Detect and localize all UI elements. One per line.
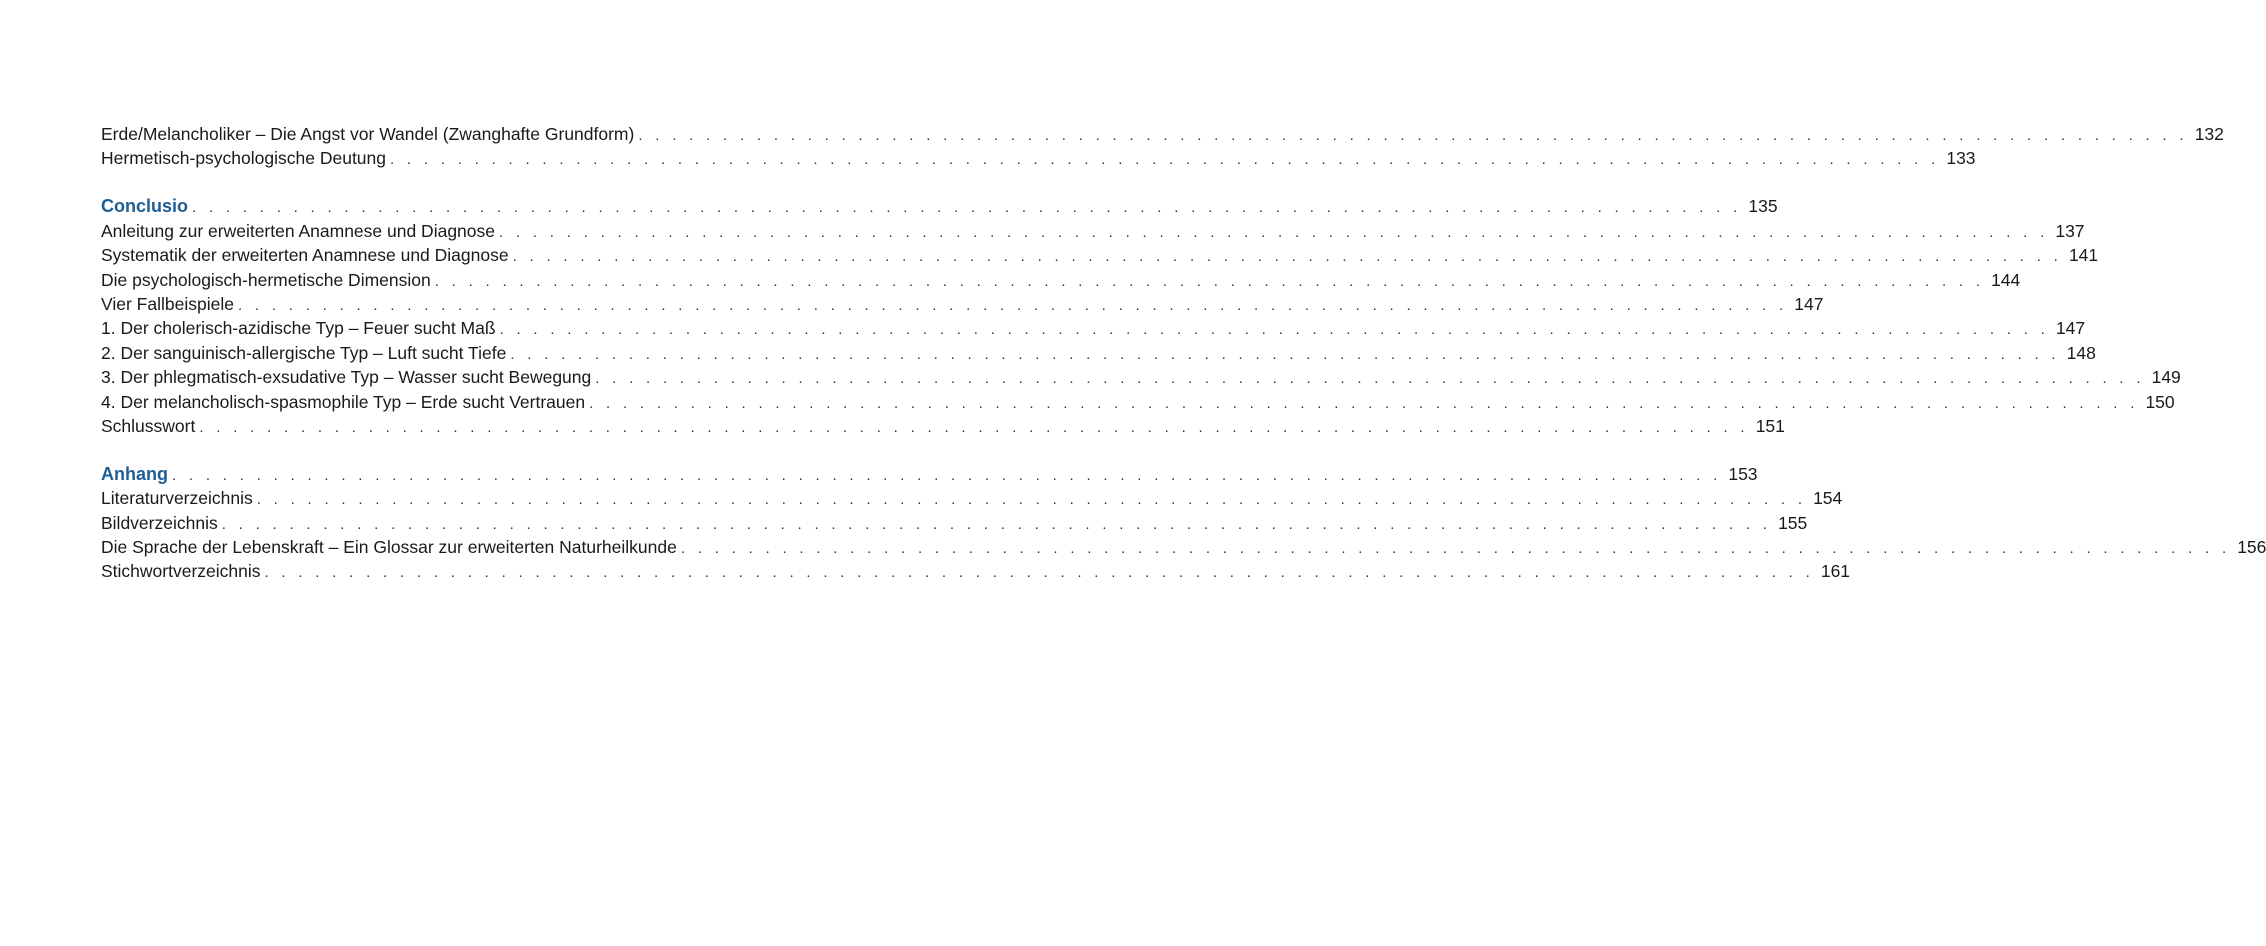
toc-section-anhang[interactable] <box>101 462 1758 486</box>
section-spacer <box>101 171 862 195</box>
toc-entry-title: 1. Der cholerisch-azidische Typ – Feuer sucht Maß <box>101 318 496 339</box>
toc-page-number: 135 <box>1748 196 1778 217</box>
section-heading: Anhang <box>101 463 168 484</box>
toc-entry[interactable] <box>101 243 2099 267</box>
toc-page-number: 133 <box>1946 148 1976 169</box>
toc-entry-title: Hermetisch-psychologische Deutung <box>101 148 386 169</box>
toc-page-number: 154 <box>1813 488 1843 509</box>
toc-entry-title: Literaturverzeichnis <box>101 488 253 509</box>
toc-entry[interactable] <box>101 268 2021 292</box>
toc-page-number: 144 <box>1991 269 2021 290</box>
toc-entry-title: Schlusswort <box>101 415 196 436</box>
toc-page-number: 155 <box>1778 512 1808 533</box>
dot-leader: . . . . . . . . . . . . . . . . . . . . . . . . . . . . . . . . . . . . . . . . . . . . . . . . . . . . . . . . . . . . . . . . . . . . . . . . . . . . . . . . . . . . . . . . . . . . <box>638 127 2188 144</box>
dot-leader: . . . . . . . . . . . . . . . . . . . . . . . . . . . . . . . . . . . . . . . . . . . . . . . . . . . . . . . . . . . . . . . . . . . . . . . . . . . . . . . . . . . . . . . . . . . . <box>499 321 2050 339</box>
toc-entry[interactable] <box>101 365 2181 389</box>
toc-page-number: 161 <box>1820 561 1851 582</box>
dot-leader: . . . . . . . . . . . . . . . . . . . . . . . . . . . . . . . . . . . . . . . . . . . . . . . . . . . . . . . . . . . . . . . . . . . . . . . . . . . . . . . . . . . . . . . . . . . . <box>512 248 2063 266</box>
toc-entry[interactable] <box>101 122 2224 146</box>
dot-leader: . . . . . . . . . . . . . . . . . . . . . . . . . . . . . . . . . . . . . . . . . . . . . . . . . . . . . . . . . . . . . . . . . . . . . . . . . . . . . . . . . . . . . . . . . . . . <box>434 272 1985 290</box>
toc-page-number: 156 <box>2237 537 2266 558</box>
dot-leader: . . . . . . . . . . . . . . . . . . . . . . . . . . . . . . . . . . . . . . . . . . . . . . . . . . . . . . . . . . . . . . . . . . . . . . . . . . . . . . . . . . . . . . . . . . . . <box>192 199 1742 217</box>
table-of-contents <box>101 122 2266 584</box>
section-heading: Conclusio <box>101 196 189 217</box>
dot-leader: . . . . . . . . . . . . . . . . . . . . . . . . . . . . . . . . . . . . . . . . . . . . . . . . . . . . . . . . . . . . . . . . . . . . . . . . . . . . . . . . . . . . . . . . . . . . <box>390 151 1940 169</box>
toc-entry-title: Anleitung zur erweiterten Anamnese und Diagnose <box>101 220 495 241</box>
dot-leader: . . . . . . . . . . . . . . . . . . . . . . . . . . . . . . . . . . . . . . . . . . . . . . . . . . . . . . . . . . . . . . . . . . . . . . . . . . . . . . . . . . . . . . . . . . . . <box>221 515 1772 533</box>
toc-entry[interactable] <box>101 559 1851 583</box>
toc-entry[interactable] <box>101 390 2175 414</box>
dot-leader: . . . . . . . . . . . . . . . . . . . . . . . . . . . . . . . . . . . . . . . . . . . . . . . . . . . . . . . . . . . . . . . . . . . . . . . . . . . . . . . . . . . . . . . . . . . . <box>172 466 1722 484</box>
toc-entry-title: 3. Der phlegmatisch-exsudative Typ – Wasser sucht Bewegung <box>101 367 592 388</box>
section-spacer <box>101 438 862 462</box>
toc-entry-title: Vier Fallbeispiele <box>101 293 234 314</box>
dot-leader: . . . . . . . . . . . . . . . . . . . . . . . . . . . . . . . . . . . . . . . . . . . . . . . . . . . . . . . . . . . . . . . . . . . . . . . . . . . . . . . . . . . . . . . . . . . . <box>510 345 2060 363</box>
toc-entry-title: 2. Der sanguinisch-allergische Typ – Luft sucht Tiefe <box>101 342 507 363</box>
toc-entry[interactable] <box>101 486 1843 510</box>
toc-entry-title: Die Sprache der Lebenskraft – Ein Glossar zur erweiterten Naturheilkunde <box>101 537 677 558</box>
toc-entry[interactable] <box>101 292 1824 316</box>
toc-page-number: 141 <box>2068 245 2099 266</box>
toc-entry-title: Bildverzeichnis <box>101 512 218 533</box>
toc-entry-title: Systematik der erweiterten Anamnese und Diagnose <box>101 245 509 266</box>
toc-entry[interactable] <box>101 146 1976 170</box>
dot-leader: . . . . . . . . . . . . . . . . . . . . . . . . . . . . . . . . . . . . . . . . . . . . . . . . . . . . . . . . . . . . . . . . . . . . . . . . . . . . . . . . . . . . . . . . . . . . <box>499 223 2049 241</box>
toc-page-number: 132 <box>2194 124 2224 144</box>
toc-entry[interactable] <box>101 316 2086 340</box>
toc-entry[interactable] <box>101 511 1808 535</box>
toc-entry-title: Stichwortverzeichnis <box>101 561 261 582</box>
toc-page-number: 153 <box>1728 463 1758 484</box>
toc-entry[interactable] <box>101 535 2266 559</box>
toc-entry[interactable] <box>101 414 1785 438</box>
toc-page-number: 147 <box>2055 318 2086 339</box>
toc-page-number: 148 <box>2066 342 2096 363</box>
dot-leader: . . . . . . . . . . . . . . . . . . . . . . . . . . . . . . . . . . . . . . . . . . . . . . . . . . . . . . . . . . . . . . . . . . . . . . . . . . . . . . . . . . . . . . . . . . . . <box>589 394 2139 412</box>
dot-leader: . . . . . . . . . . . . . . . . . . . . . . . . . . . . . . . . . . . . . . . . . . . . . . . . . . . . . . . . . . . . . . . . . . . . . . . . . . . . . . . . . . . . . . . . . . . . <box>595 370 2145 388</box>
dot-leader: . . . . . . . . . . . . . . . . . . . . . . . . . . . . . . . . . . . . . . . . . . . . . . . . . . . . . . . . . . . . . . . . . . . . . . . . . . . . . . . . . . . . . . . . . . . . <box>199 418 1749 436</box>
toc-entry-title: Die psychologisch-hermetische Dimension <box>101 269 431 290</box>
toc-page-number: 147 <box>1794 293 1824 314</box>
dot-leader: . . . . . . . . . . . . . . . . . . . . . . . . . . . . . . . . . . . . . . . . . . . . . . . . . . . . . . . . . . . . . . . . . . . . . . . . . . . . . . . . . . . . . . . . . . . . <box>237 296 1788 314</box>
dot-leader: . . . . . . . . . . . . . . . . . . . . . . . . . . . . . . . . . . . . . . . . . . . . . . . . . . . . . . . . . . . . . . . . . . . . . . . . . . . . . . . . . . . . . . . . . . . . <box>264 564 1815 582</box>
dot-leader: . . . . . . . . . . . . . . . . . . . . . . . . . . . . . . . . . . . . . . . . . . . . . . . . . . . . . . . . . . . . . . . . . . . . . . . . . . . . . . . . . . . . . . . . . . . . <box>680 540 2231 558</box>
toc-page-number: 149 <box>2151 367 2181 388</box>
toc-page-number: 151 <box>1755 415 1785 436</box>
toc-entry-title: 4. Der melancholisch-spasmophile Typ – Erde sucht Vertrauen <box>101 391 586 412</box>
toc-page-number: 137 <box>2055 220 2085 241</box>
toc-entry[interactable] <box>101 341 2096 365</box>
toc-entry[interactable] <box>101 219 2085 243</box>
dot-leader: . . . . . . . . . . . . . . . . . . . . . . . . . . . . . . . . . . . . . . . . . . . . . . . . . . . . . . . . . . . . . . . . . . . . . . . . . . . . . . . . . . . . . . . . . . . . <box>256 491 1807 509</box>
toc-page-number: 150 <box>2145 391 2175 412</box>
toc-entry-title: Erde/Melancholiker – Die Angst vor Wandel (Zwanghafte Grundform) <box>101 124 635 144</box>
toc-section-conclusio[interactable] <box>101 194 1778 218</box>
